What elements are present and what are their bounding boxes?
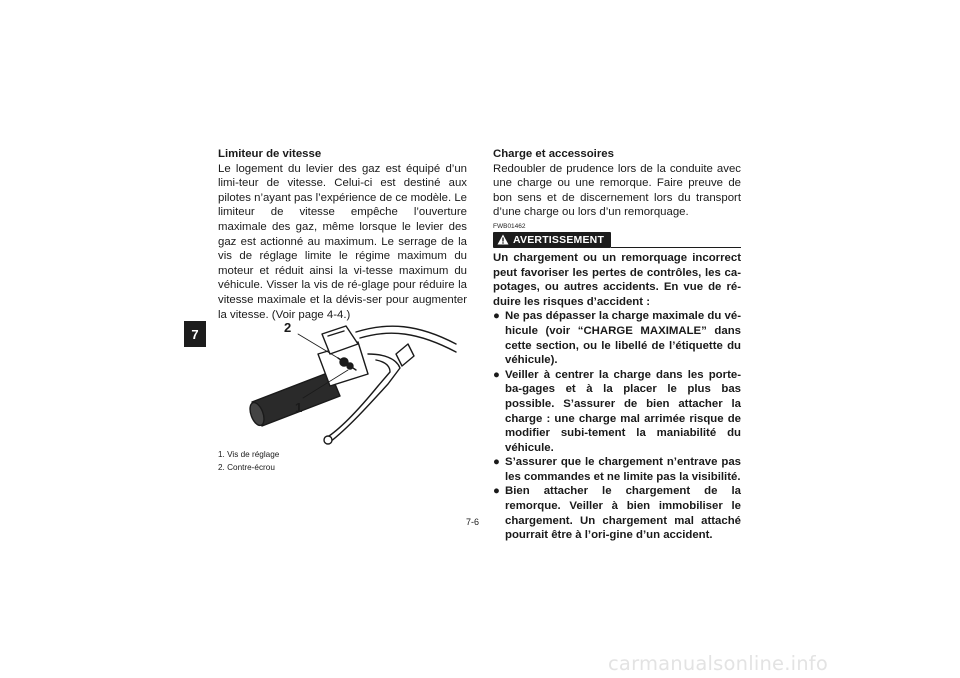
chapter-tab: 7 bbox=[184, 321, 206, 347]
list-item: ● Veiller à centrer la charge dans les porte-ba-gages et à la placer le plus bas possible. S’assurer de bien attacher la charge : une charge mal arrimée risque de modifier subi-tement la maniabilité du véhicule. bbox=[493, 368, 741, 454]
section-heading-load-accessories: Charge et accessoires bbox=[493, 148, 614, 160]
warning-rule bbox=[611, 247, 741, 248]
bullet-icon: ● bbox=[493, 368, 500, 381]
figure-callout-1: 1 bbox=[295, 400, 303, 415]
warning-triangle-icon bbox=[497, 234, 509, 245]
warning-label: AVERTISSEMENT bbox=[513, 233, 605, 246]
throttle-lever-illustration bbox=[218, 314, 458, 454]
warning-code: FWB01462 bbox=[493, 222, 526, 230]
right-column bbox=[493, 147, 741, 543]
figure-callout-2: 2 bbox=[284, 320, 292, 335]
warning-intro: Un chargement ou un remorquage incorrect peut favoriser les pertes de contrôles, les ca-potages, ou autres accidents. En vue de ré-duire les risques d’accident : bbox=[493, 251, 741, 308]
watermark: carmanualsonline.info bbox=[608, 652, 828, 675]
list-item: ● S’assurer que le chargement n’entrave pas les commandes et ne limite pas la visibilité. bbox=[493, 456, 741, 483]
caption-adjusting-screw: 1. Vis de réglage bbox=[218, 450, 280, 459]
left-column bbox=[218, 147, 467, 322]
figure-captions bbox=[218, 449, 418, 474]
list-item: ● Ne pas dépasser la charge maximale du vé-hicule (voir “CHARGE MAXIMALE” dans cette section, ou le libellé de l’étiquette du véhicule). bbox=[493, 310, 741, 367]
caption-locknut: 2. Contre-écrou bbox=[218, 462, 275, 472]
warning-bullet-list bbox=[493, 309, 741, 543]
load-paragraph: Redoubler de prudence lors de la conduite avec une charge ou une remorque. Faire preuve de bon sens et de discernement lors du transport d’une charge ou lors d’un remorquage. bbox=[493, 162, 741, 219]
warning-banner bbox=[493, 232, 741, 248]
warning-badge bbox=[493, 232, 611, 248]
bullet-icon: ● bbox=[493, 456, 500, 469]
bullet-icon: ● bbox=[493, 310, 500, 323]
bullet-icon: ● bbox=[493, 485, 500, 498]
list-item: ● Bien attacher le chargement de la remorque. Veiller à bien immobiliser le chargement. Un chargement mal attaché pourrait être à l’ori-gine d’un accident. bbox=[493, 485, 741, 542]
section-heading-speed-limiter: Limiteur de vitesse bbox=[218, 148, 322, 160]
speed-limiter-paragraph: Le logement du levier des gaz est équipé d’un limi-teur de vitesse. Celui-ci est destiné aux pilotes n’ayant pas l’expérience de ce modèle. Le limiteur de vitesse empêche l’ouverture maximale des gaz, même lorsque le levier des gaz est actionné au maximum. Le serrage de la vis de réglage limite le régime maximum du moteur et réduit ainsi la vi-tesse maximum du véhicule. Visser la vis de ré-glage pour réduire la vitesse maximale et la dévis-ser pour augmenter la vitesse. (Voir page 4-4.) bbox=[218, 162, 467, 321]
page-number: 7-6 bbox=[466, 517, 480, 527]
